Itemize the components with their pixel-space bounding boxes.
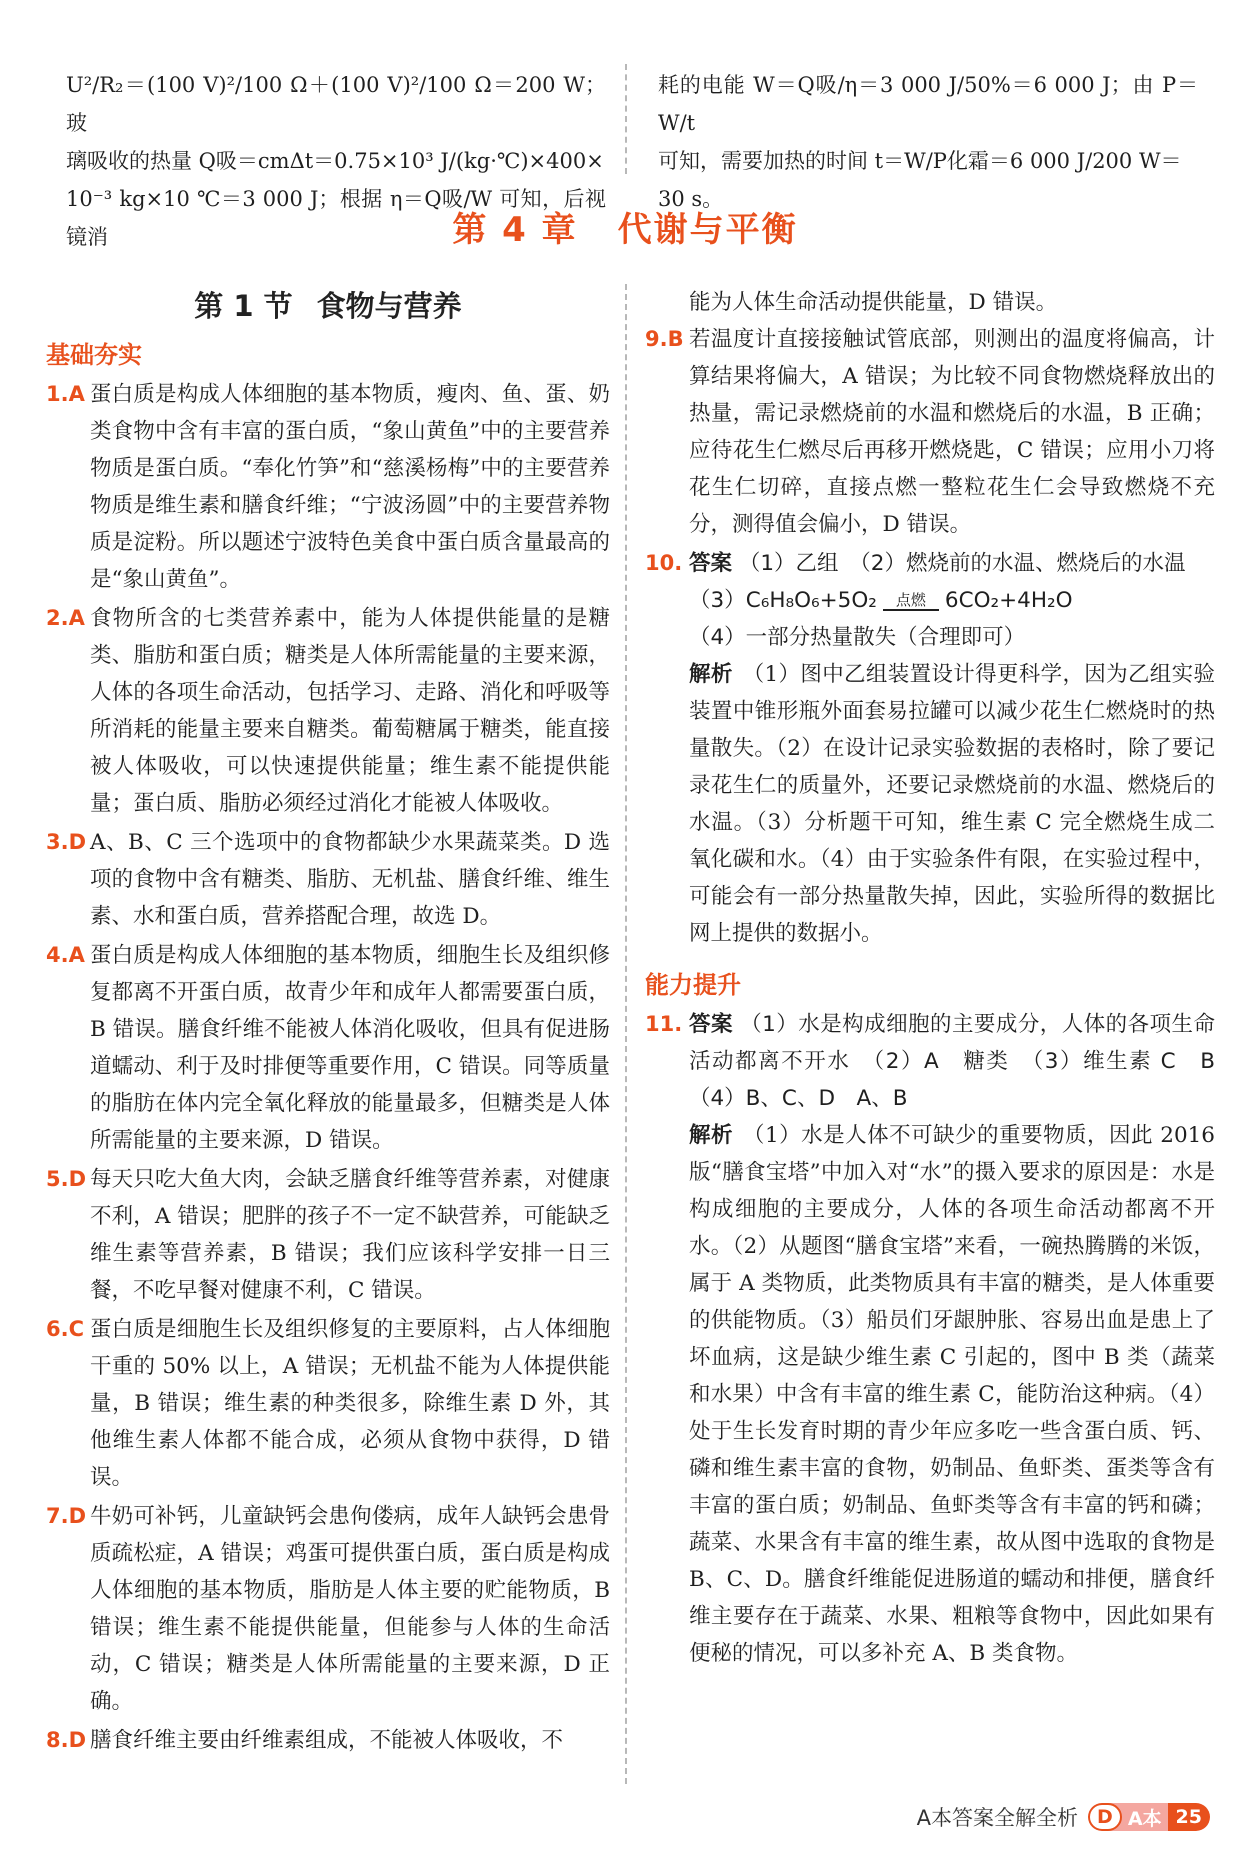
- text-line: 璃吸收的热量 Q吸＝cmΔt＝0.75×10³ J/(kg·℃)×400×: [66, 149, 604, 173]
- answer-item-5: [46, 1161, 610, 1309]
- answer-item-3: [46, 824, 610, 935]
- item-text: 每天只吃大鱼大肉，会缺乏膳食纤维等营养素，对健康不利，A 错误；肥胖的孩子不一定不缺营养，可能缺乏维生素等营养素，B 错误；我们应该科学安排一日三餐，不吃早餐对健康不利，C 错误。: [90, 1167, 610, 1303]
- item-text: 牛奶可补钙，儿童缺钙会患佝偻病，成年人缺钙会患骨质疏松症，A 错误；鸡蛋可提供蛋白质，蛋白质是构成人体细胞的基本物质，脂肪是人体主要的贮能物质，B 错误；维生素不能提供能量，但能参与人体的生命活动，C 错误；糖类是人体所需能量的主要来源，D 正确。: [90, 1504, 610, 1714]
- page-number: 25: [1168, 1803, 1210, 1831]
- analysis-text: （1）图中乙组装置设计得更科学，因为乙组实验装置中锥形瓶外面套易拉罐可以减少花生仁燃烧时的热量散失。（2）在设计记录实验数据的表格时，除了要记录花生仁的质量外，还要记录燃烧前的水温、燃烧后的水温。（3）分析题干可知，维生素 C 完全燃烧生成二氧化碳和水。（4）由于实验条件有限，在实验过程中，可能会有一部分热量散失掉，因此，实验所得的数据比网上提供的数据小。: [689, 662, 1215, 946]
- item-text: 膳食纤维主要由纤维素组成，不能被人体吸收，不: [90, 1728, 564, 1753]
- equation-reactants: C₆H₈O₆+5O₂: [745, 588, 877, 613]
- page-footer: [917, 1800, 1210, 1834]
- answer-item-1: [46, 376, 610, 598]
- category-advanced: 能力提升: [645, 971, 741, 999]
- text-line: 30 s。: [658, 187, 724, 211]
- item-number: 4.A: [46, 943, 85, 967]
- analysis-block: [689, 1117, 1215, 1672]
- item-number: 9.B: [645, 327, 684, 351]
- item-number: 11.: [645, 1012, 683, 1036]
- item-text: 蛋白质是构成人体细胞的基本物质，瘦肉、鱼、蛋、奶类食物中含有丰富的蛋白质，“象山黄鱼”中的主要营养物质是蛋白质。“奉化竹笋”和“慈溪杨梅”中的主要营养物质是维生素和膳食纤维；“宁波汤圆”中的主要营养物质是淀粉。所以题述宁波特色美食中蛋白质含量最高的是“象山黄鱼”。: [90, 382, 610, 592]
- footer-title: A本答案全解全析: [916, 1806, 1079, 1830]
- answer-part-4: （4）一部分热量散失（合理即可）: [689, 625, 1026, 650]
- item-number: 6.C: [46, 1317, 85, 1341]
- answer-part-1-2: （1）乙组 （2）燃烧前的水温、燃烧后的水温: [738, 551, 1186, 576]
- column-divider-main: [625, 284, 627, 1784]
- item-number: 2.A: [46, 606, 85, 630]
- badge-letter: D: [1088, 1803, 1122, 1831]
- column-divider-top: [625, 64, 627, 174]
- category-basic: 基础夯实: [46, 341, 142, 369]
- section-title: [46, 284, 610, 328]
- answer-item-9: [645, 321, 1215, 543]
- item-text: 蛋白质是构成人体细胞的基本物质，细胞生长及组织修复都离不开蛋白质，故青少年和成年人都需要蛋白质，B 错误。膳食纤维不能被人体消化吸收，但具有促进肠道蠕动、利于及时排便等重要作用，C 错误。同等质量的脂肪在体内完全氧化释放的能量最多，但糖类是人体所需能量的主要来源，D 错误。: [90, 943, 610, 1153]
- answer-item-2: [46, 600, 610, 822]
- item-number: 1.A: [46, 382, 85, 406]
- chapter-title: [0, 202, 1250, 251]
- text-line: 耗的电能 W＝Q吸/η＝3 000 J/50%＝6 000 J；由 P＝W/t: [658, 73, 1198, 135]
- left-column: [46, 284, 610, 1761]
- answer-item-6: [46, 1311, 610, 1496]
- analysis-text: （1）水是人体不可缺少的重要物质，因此 2016 版“膳食宝塔”中加入对“水”的摄入要求的原因是：水是构成细胞的主要成分，人体的各项生命活动都离不开水。（2）从题图“膳食宝塔”来看，一碗热腾腾的米饭，属于 A 类物质，此类物质具有丰富的糖类，是人体重要的供能物质。（3）船员们牙龈肿胀、容易出血是患上了坏血病，这是缺少维生素 C 引起的，图中 B 类（蔬菜和水果）中含有丰富的维生素 C，能防治这种病。（4）处于生长发育时期的青少年应多吃一些含蛋白质、钙、磷和维生素丰富的食物，奶制品、鱼虾类、蛋类等含有丰富的蛋白质；奶制品、鱼虾类等含有丰富的钙和磷；蔬菜、水果含有丰富的维生素，故从图中选取的食物是 B、C、D。膳食纤维能促进肠道的蠕动和排便，膳食纤维主要存在于蔬菜、水果、粗粮等食物中，因此如果有便秘的情况，可以多补充 A、B 类食物。: [689, 1123, 1215, 1666]
- reaction-arrow: [883, 592, 939, 611]
- answer-item-7: [46, 1498, 610, 1720]
- right-column: [645, 284, 1237, 1674]
- page-badge: [1088, 1803, 1210, 1831]
- section-name: 食物与营养: [316, 289, 462, 323]
- item-number: 3.D: [46, 830, 87, 854]
- item-number: 10.: [645, 551, 683, 575]
- analysis-block: [689, 656, 1215, 952]
- item-text: 食物所含的七类营养素中，能为人体提供能量的是糖类、脂肪和蛋白质；糖类是人体所需能量的主要来源，人体的各项生命活动，包括学习、走路、消化和呼吸等所消耗的能量主要来自糖类。葡萄糖属于糖类，能直接被人体吸收，可以快速提供能量；维生素不能提供能量；蛋白质、脂肪必须经过消化才能被人体吸收。: [90, 606, 610, 816]
- answer-label: 答案: [689, 551, 733, 576]
- item-number: 5.D: [46, 1167, 87, 1191]
- item-text: A、B、C 三个选项中的食物都缺少水果蔬菜类。D 选项的食物中含有糖类、脂肪、无机盐、膳食纤维、维生素、水和蛋白质，营养搭配合理，故选 D。: [90, 830, 610, 929]
- item-text: 若温度计直接接触试管底部，则测出的温度将偏高，计算结果将偏大，A 错误；为比较不同食物燃烧释放出的热量，需记录燃烧前的水温和燃烧后的水温，B 正确；应待花生仁燃尽后再移开燃烧匙，C 错误；应用小刀将花生仁切碎，直接点燃一整粒花生仁会导致燃烧不充分，测得值会偏小，D 错误。: [689, 327, 1215, 537]
- answer-part-3-prefix: （3）: [689, 588, 746, 613]
- answer-label: 答案: [689, 1012, 733, 1037]
- answer-item-4: [46, 937, 610, 1159]
- badge-book: A本: [1127, 1807, 1162, 1830]
- text-line: 10⁻³ kg×10 ℃＝3 000 J；根据 η＝Q吸/W 可知，后视镜消: [66, 187, 606, 249]
- answer-item-10: [645, 545, 1215, 952]
- answer-item-8-continued: 能为人体生命活动提供能量，D 错误。: [689, 290, 1058, 315]
- answer-item-11: [645, 1006, 1237, 1672]
- answer-item-8: [46, 1722, 610, 1759]
- analysis-label: 解析: [689, 1123, 733, 1148]
- text-line: 可知，需要加热的时间 t＝W/P化霜＝6 000 J/200 W＝: [658, 149, 1182, 173]
- item-number: 8.D: [46, 1728, 87, 1752]
- chapter-name: 代谢与平衡: [617, 210, 798, 250]
- reaction-condition: 点燃: [895, 590, 926, 609]
- item-text: 蛋白质是细胞生长及组织修复的主要原料，占人体细胞干重的 50% 以上，A 错误；无机盐不能为人体提供能量，B 错误；维生素的种类很多，除维生素 D 外，其他维生素人体都不能合成，必须从食物中获得，D 错误。: [90, 1317, 610, 1490]
- chapter-number: 第 4 章: [452, 210, 578, 250]
- answer-text: （1）水是构成细胞的主要成分，人体的各项生命活动都离不开水 （2）A 糖类 （3）维生素 C B （4）B、C、D A、B: [689, 1012, 1237, 1111]
- answer-part-3: [689, 582, 1215, 619]
- top-right-continuation: [658, 66, 1198, 218]
- equation-products: 6CO₂+4H₂O: [944, 588, 1073, 613]
- item-number: 7.D: [46, 1504, 87, 1528]
- text-line: U²/R₂＝(100 V)²/100 Ω＋(100 V)²/100 Ω＝200 W；玻: [66, 73, 606, 135]
- section-number: 第 1 节: [194, 289, 293, 323]
- analysis-label: 解析: [689, 662, 733, 687]
